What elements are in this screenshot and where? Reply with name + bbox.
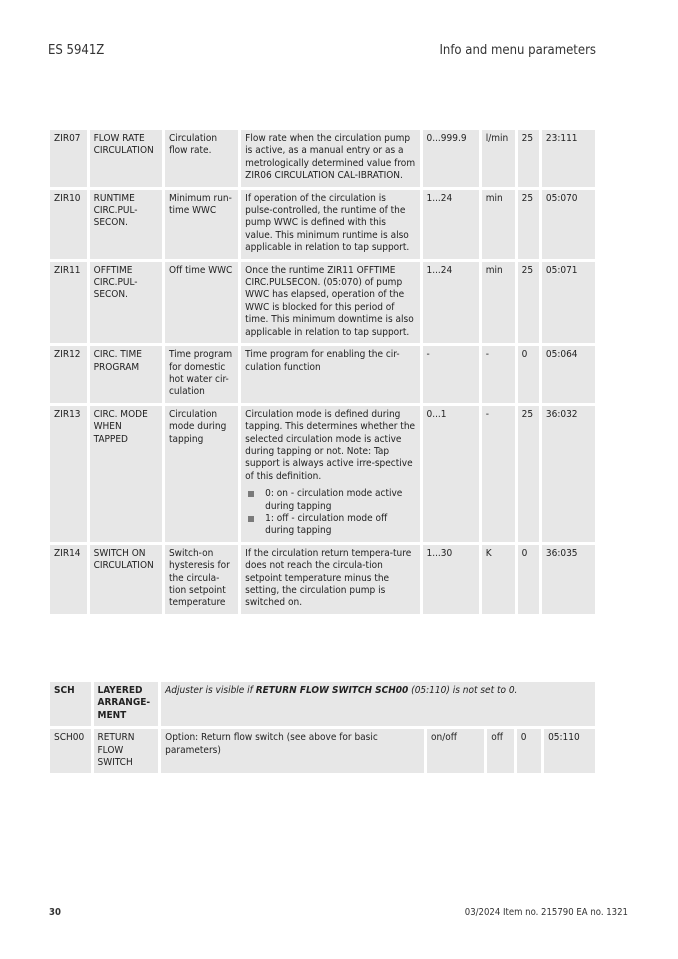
param-level: 25 — [518, 190, 539, 259]
param-code: ZIR12 — [50, 346, 87, 403]
table-header-row — [50, 682, 595, 726]
param-short-description: Off time WWC — [165, 262, 238, 343]
description-text: Circulation mode is defined during tapping. This determines whether the selected circulation mode is active during tapping or not. Note: Tap support is always active irre-spective of this definition. — [245, 408, 416, 482]
param-level: 0 — [518, 545, 539, 614]
param-unit: l/min — [482, 130, 515, 187]
table-row — [50, 729, 595, 773]
param-unit: - — [482, 406, 515, 542]
param-name: RETURN FLOW SWITCH — [94, 729, 159, 773]
group-code: SCH — [50, 682, 91, 726]
param-short-description: Circulation flow rate. — [165, 130, 238, 187]
param-code: SCH00 — [50, 729, 91, 773]
list-item: 0: on - circulation mode active during tapping — [245, 488, 415, 513]
param-name: OFFTIME CIRC.PUL-SECON. — [90, 262, 162, 343]
param-code: ZIR11 — [50, 262, 87, 343]
param-default: off — [487, 729, 513, 773]
param-description: Option: Return flow switch (see above for basic parameters) — [161, 729, 424, 773]
param-range: on/off — [427, 729, 484, 773]
table-row — [50, 190, 595, 259]
param-name: CIRC. MODE WHEN TAPPED — [90, 406, 162, 542]
param-unit: min — [482, 262, 515, 343]
table-row — [50, 545, 595, 614]
param-address: 23:111 — [542, 130, 595, 187]
footer-info: 03/2024 Item no. 215790 EA no. 1321 — [464, 907, 628, 918]
param-address: 05:110 — [544, 729, 595, 773]
param-description — [241, 406, 419, 542]
param-unit: K — [482, 545, 515, 614]
param-unit: min — [482, 190, 515, 259]
table-row — [50, 130, 595, 187]
table-row — [50, 262, 595, 343]
param-description: Flow rate when the circulation pump is active, as a manual entry or as a metrologically determined value from ZIR06 CIRCULATION CAL-IBRATION. — [241, 130, 419, 187]
param-name: FLOW RATE CIRCULATION — [90, 130, 162, 187]
param-range: 0...1 — [423, 406, 479, 542]
param-code: ZIR07 — [50, 130, 87, 187]
param-range: - — [423, 346, 479, 403]
param-unit: - — [482, 346, 515, 403]
param-range: 0...999.9 — [423, 130, 479, 187]
param-code: ZIR14 — [50, 545, 87, 614]
list-item: 1: off - circulation mode off during tapping — [245, 513, 415, 538]
param-description: Time program for enabling the cir-culation function — [241, 346, 419, 403]
param-range: 1...24 — [423, 190, 479, 259]
param-short-description: Circulation mode during tapping — [165, 406, 238, 542]
group-name: LAYERED ARRANGE-MENT — [94, 682, 159, 726]
param-level: 25 — [518, 406, 539, 542]
option-list — [245, 488, 415, 538]
param-level: 0 — [518, 346, 539, 403]
param-level: 25 — [518, 130, 539, 187]
parameter-table — [47, 127, 598, 617]
param-code: ZIR10 — [50, 190, 87, 259]
table-row — [50, 346, 595, 403]
param-short-description: Switch-on hysteresis for the circula-tion setpoint temperature — [165, 545, 238, 614]
layered-arrangement-table — [47, 679, 598, 776]
param-range: 1...24 — [423, 262, 479, 343]
section-title: Info and menu parameters — [439, 43, 596, 58]
param-description: Once the runtime ZIR11 OFFTIME CIRC.PULSECON. (05:070) of pump WWC has elapsed, operation of the WWC is blocked for this period of time. This minimum downtime is also applicable in relation to tap support. — [241, 262, 419, 343]
param-name: CIRC. TIME PROGRAM — [90, 346, 162, 403]
param-level: 0 — [517, 729, 541, 773]
visibility-note: Adjuster is visible if RETURN FLOW SWITCH SCH00 (05:110) is not set to 0. — [161, 682, 595, 726]
param-description: If the circulation return tempera-ture does not reach the circula-tion setpoint temperature minus the setting, the circulation pump is switched on. — [241, 545, 419, 614]
param-address: 05:064 — [542, 346, 595, 403]
document-code: ES 5941Z — [48, 43, 105, 58]
page-number: 30 — [49, 907, 61, 918]
param-address: 36:035 — [542, 545, 595, 614]
param-short-description: Minimum run-time WWC — [165, 190, 238, 259]
param-range: 1...30 — [423, 545, 479, 614]
param-name: SWITCH ON CIRCULATION — [90, 545, 162, 614]
param-name: RUNTIME CIRC.PUL-SECON. — [90, 190, 162, 259]
param-description: If operation of the circulation is pulse-controlled, the runtime of the pump WWC is defined with this value. This minimum runtime is also applicable in relation to tap support. — [241, 190, 419, 259]
table-row — [50, 406, 595, 542]
param-address: 05:071 — [542, 262, 595, 343]
param-short-description: Time program for domestic hot water cir-culation — [165, 346, 238, 403]
param-level: 25 — [518, 262, 539, 343]
param-address: 36:032 — [542, 406, 595, 542]
param-address: 05:070 — [542, 190, 595, 259]
param-code: ZIR13 — [50, 406, 87, 542]
